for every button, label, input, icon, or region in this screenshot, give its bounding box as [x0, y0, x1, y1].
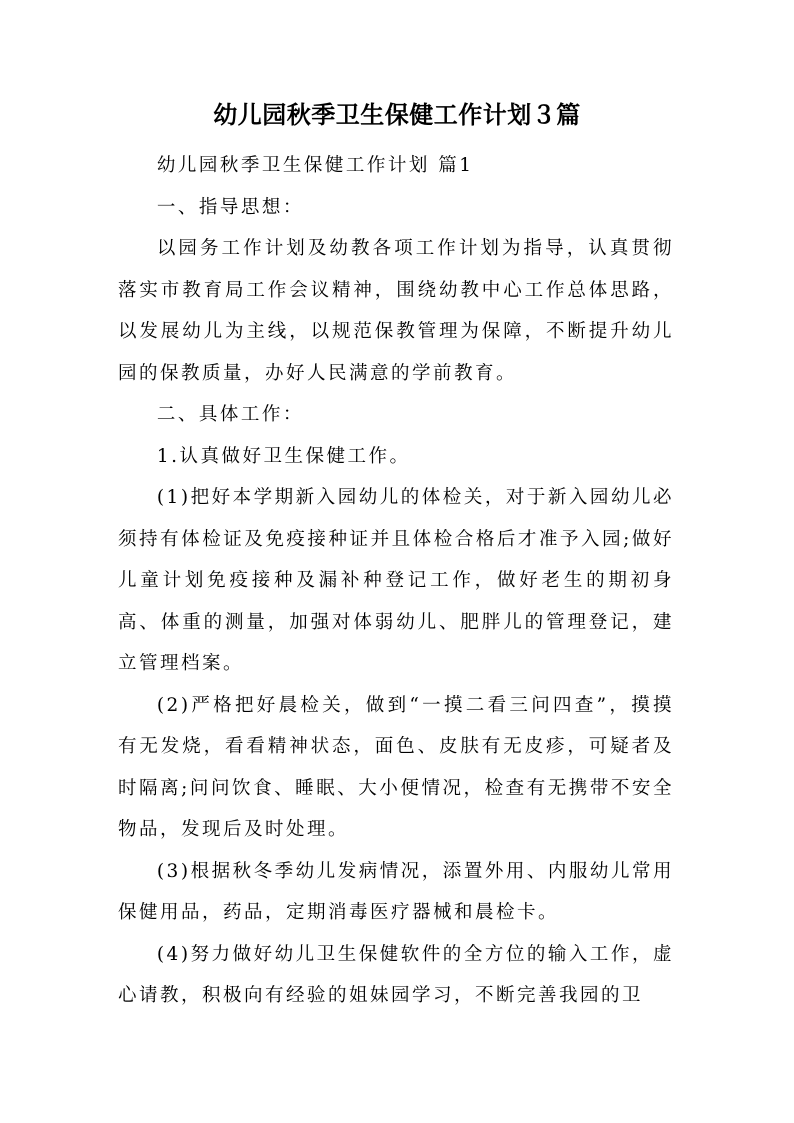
section-heading: 幼儿园秋季卫生保健工作计划 篇1	[156, 155, 474, 176]
document-body	[118, 145, 674, 1017]
list-item-hygiene-work: 1.认真做好卫生保健工作。	[156, 445, 411, 467]
paragraph-guiding-ideology: 以园务工作计划及幼教各项工作计划为指导，认真贯彻落实市教育局工作会议精神，围绕幼教中心工作总体思路，以发展幼儿为主线，以规范保教管理为保障，不断提升幼儿园的保教质量，办好人民满意的学前教育。	[118, 238, 674, 384]
paragraph-item-2: (2)严格把好晨检关，做到“一摸二看三问四查”，摸摸有无发烧，看看精神状态，面色、皮肤有无皮疹，可疑者及时隔离;问问饮食、睡眠、大小便情况，检查有无携带不安全物品，发现后及时处理。	[118, 694, 674, 840]
paragraph-item-4: (4)努力做好幼儿卫生保健软件的全方位的输入工作，虚心请教，积极向有经验的姐妹园学习，不断完善我园的卫	[118, 943, 674, 1006]
paragraph-item-1: (1)把好本学期新入园幼儿的体检关，对于新入园幼儿必须持有体检证及免疫接种证并且体检合格后才准予入园;做好儿童计划免疫接种及漏补种登记工作，做好老生的期初身高、体重的测量，加强对体弱幼儿、肥胖儿的管理登记，建立管理档案。	[118, 487, 674, 674]
subheading-specific-work: 二、具体工作：	[156, 404, 304, 425]
paragraph-item-3: (3)根据秋冬季幼儿发病情况，添置外用、内服幼儿常用保健用品，药品，定期消毒医疗器械和晨检卡。	[118, 860, 674, 923]
subheading-guiding-ideology: 一、指导思想：	[156, 196, 304, 218]
document-title: 幼儿园秋季卫生保健工作计划３篇	[213, 101, 581, 129]
